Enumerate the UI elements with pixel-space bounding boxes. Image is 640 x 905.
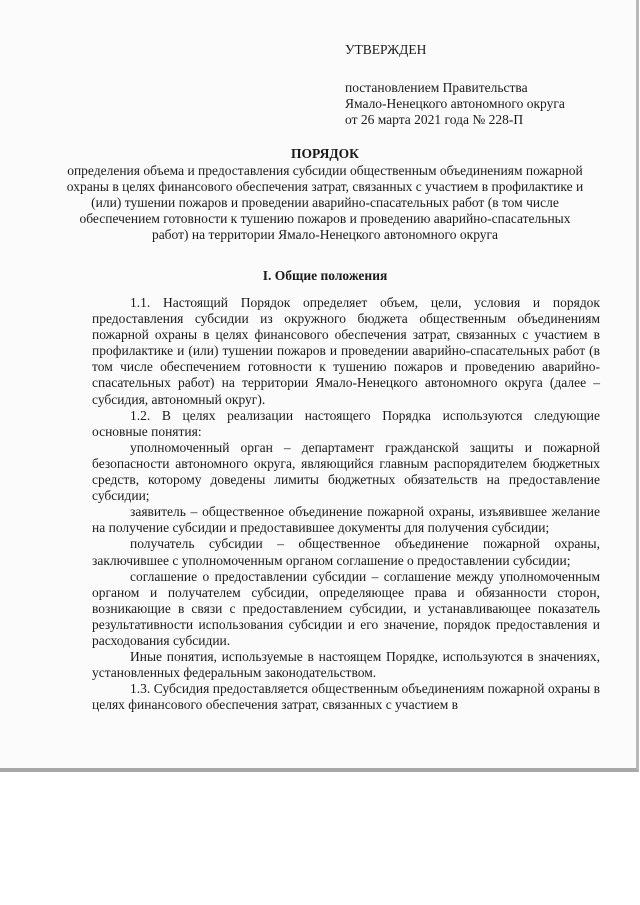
approval-line: постановлением Правительства <box>345 80 528 95</box>
paragraph: 1.2. В целях реализации настоящего Порядка используются следующие основные понятия: <box>92 407 600 439</box>
paragraph: 1.1. Настоящий Порядок определяет объем, цели, условия и порядок предоставления субсидии из окружного бюджета общественным объединениям пожарной охраны в целях финансового обеспечения затрат, связанных с участием в профилактике и (или) тушении пожаров и проведении аварийно-спасательных работ (в том числе обеспечением готовности к тушению пожаров и проведению аварийно-спасательных работ) на территории Ямало-Ненецкого автономного округа (далее – субсидия, автономный округ). <box>92 295 600 407</box>
paragraph: получатель субсидии – общественное объединение пожарной охраны, заключившее с уполномоченным органом соглашение о предоставлении субсидии; <box>92 536 600 568</box>
approval-block <box>345 42 625 128</box>
title-subtitle: определения объема и предоставления субсидии общественным объединениям пожарной охраны в целях финансового обеспечения затрат, связанных с участием в профилактике и (или) тушении пожаров и проведении аварийно-спасательных работ (в том числе обеспечением готовности к тушению пожаров и проведению аварийно-спасательных работ) на территории Ямало-Ненецкого автономного округа <box>66 163 584 242</box>
document-title <box>60 146 590 243</box>
paragraph: заявитель – общественное объединение пожарной охраны, изъявившее желание на получение субсидии и предоставившее документы для получения субсидии; <box>92 504 600 536</box>
approval-heading: УТВЕРЖДЕН <box>345 42 427 57</box>
paragraph: уполномоченный орган – департамент гражданской защиты и пожарной безопасности автономного округа, являющийся главным распорядителем бюджетных средств, которому доведены лимиты бюджетных обязательств на предоставление субсидии; <box>92 439 600 504</box>
section-heading: I. Общие положения <box>262 268 388 283</box>
paragraph: соглашение о предоставлении субсидии – соглашение между уполномоченным органом и получателем субсидии, определяющее права и обязанности сторон, возникающие в связи с предоставлением субсидии, и устанавливающее показатель результативности использования субсидии и его значение, порядок предоставления и расходования субсидии. <box>92 568 600 648</box>
paragraph: Иные понятия, используемые в настоящем Порядке, используются в значениях, установленных федеральным законодательством. <box>92 649 600 681</box>
title-main: ПОРЯДОК <box>291 146 359 161</box>
approval-line: от 26 марта 2021 года № 228-П <box>345 112 524 127</box>
paragraph: 1.3. Субсидия предоставляется общественным объединениям пожарной охраны в целях финансового обеспечения затрат, связанных с участием в <box>92 681 600 713</box>
document-body <box>92 295 600 713</box>
approval-line: Ямало-Ненецкого автономного округа <box>345 96 565 111</box>
